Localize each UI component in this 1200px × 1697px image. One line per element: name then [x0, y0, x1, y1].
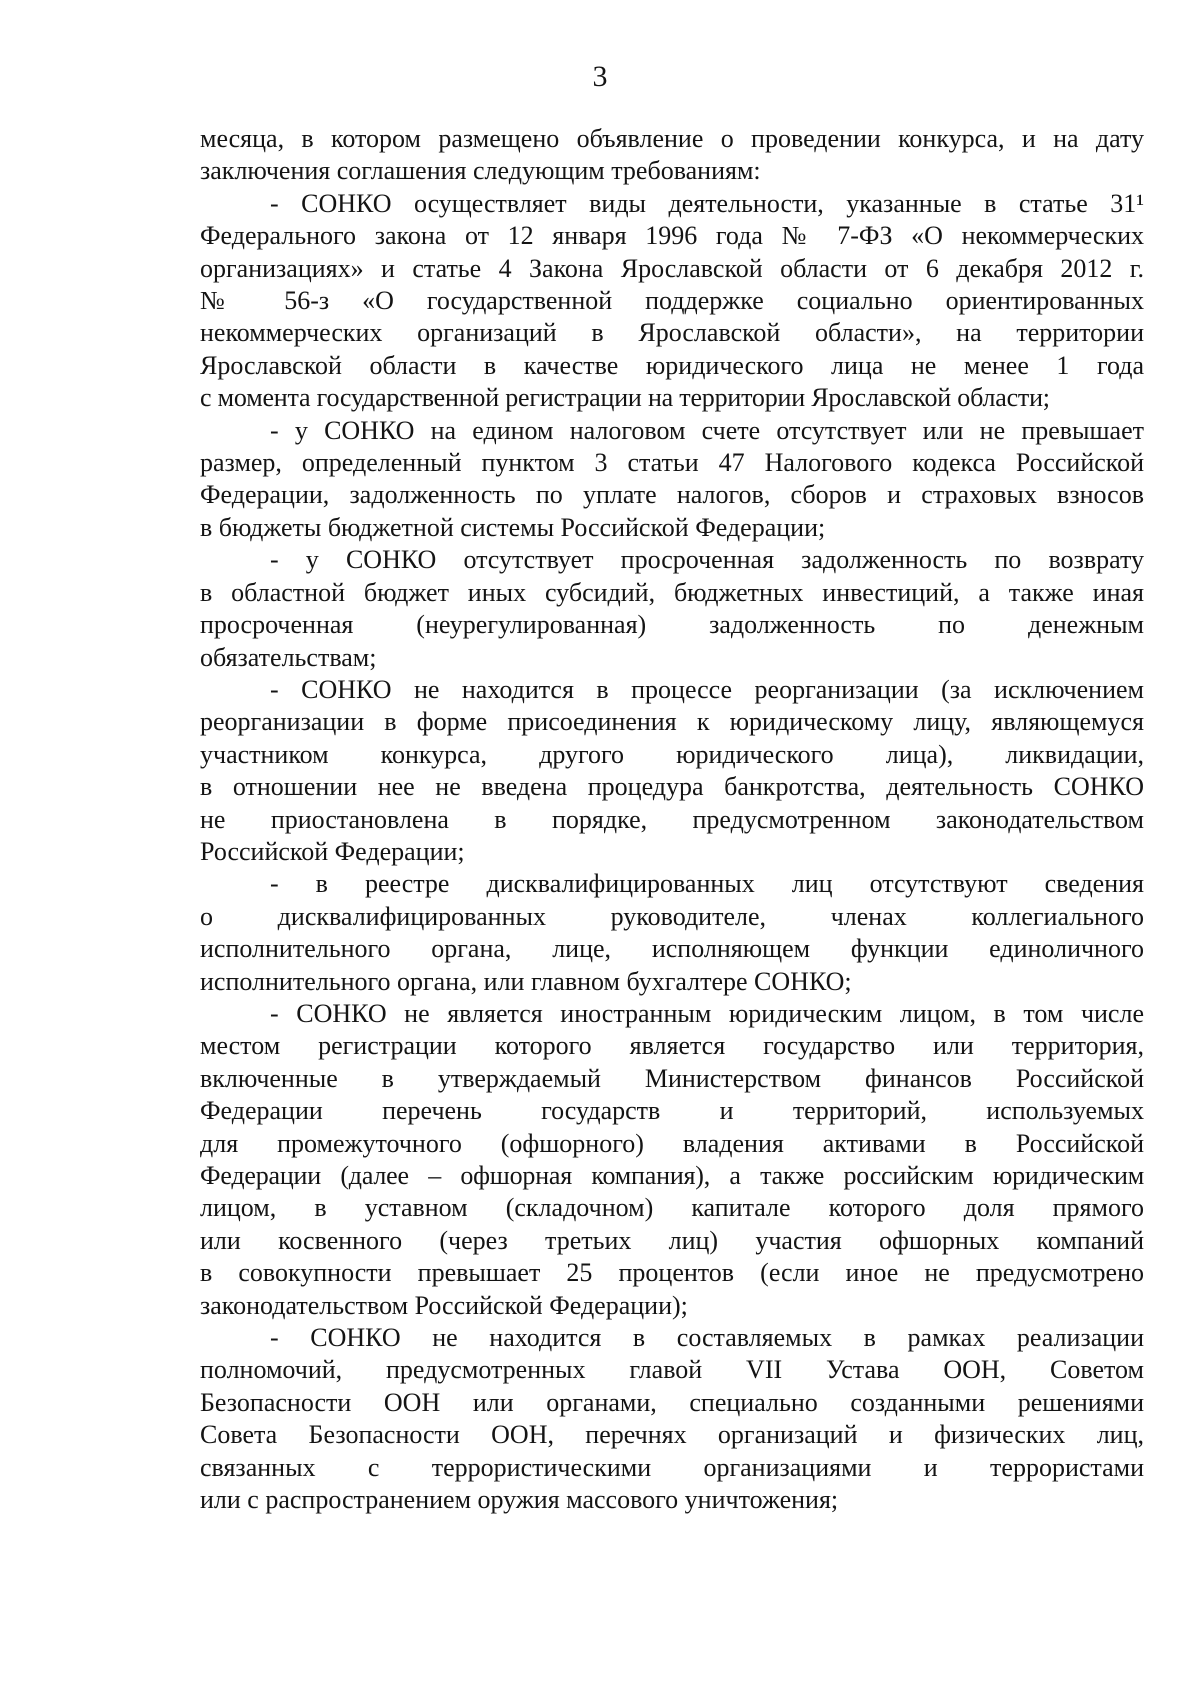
- text-line: - СОНКО не находится в процессе реорганизации (за исключением: [270, 674, 1144, 704]
- text-line: лицом, в уставном (складочном) капитале которого доля прямого: [200, 1193, 1144, 1223]
- text-line: с момента государственной регистрации на территории Ярославской области;: [200, 383, 1050, 413]
- text-line: месяца, в котором размещено объявление о проведении конкурса, и на дату: [200, 124, 1144, 153]
- document-body: [200, 123, 1144, 1516]
- paragraph-requirement-overdue-debt: [200, 544, 1144, 674]
- text-line: не приостановлена в порядке, предусмотренном законодательством: [200, 804, 1144, 834]
- paragraph-requirement-tax-debt: [200, 415, 1144, 545]
- text-line: - СОНКО не является иностранным юридическим лицом, в том числе: [270, 998, 1144, 1028]
- text-line: включенные в утверждаемый Министерством финансов Российской: [200, 1063, 1144, 1093]
- text-line: для промежуточного (офшорного) владения активами в Российской: [200, 1128, 1144, 1158]
- text-line: законодательством Российской Федерации);: [200, 1290, 688, 1320]
- text-line: - СОНКО осуществляет виды деятельности, указанные в статье 31¹: [270, 188, 1144, 218]
- paragraph-continuation: [200, 123, 1144, 188]
- text-line: Федерации перечень государств и территорий, используемых: [200, 1096, 1144, 1126]
- paragraph-requirement-activity: [200, 188, 1144, 415]
- text-line: Федерального закона от 12 января 1996 года № 7-ФЗ «О некоммерческих: [200, 221, 1144, 251]
- paragraph-requirement-reorganization: [200, 674, 1144, 868]
- text-line: исполнительного органа, или главном бухгалтере СОНКО;: [200, 966, 852, 996]
- text-line: исполнительного органа, лице, исполняющем функции единоличного: [200, 934, 1144, 964]
- text-line: - СОНКО не находится в составляемых в рамках реализации: [270, 1323, 1144, 1353]
- text-line: организациях» и статье 4 Закона Ярославской области от 6 декабря 2012 г.: [200, 253, 1144, 283]
- text-line: реорганизации в форме присоединения к юридическому лицу, являющемуся: [200, 707, 1144, 737]
- text-line: - в реестре дисквалифицированных лиц отсутствуют сведения: [270, 869, 1144, 899]
- text-line: полномочий, предусмотренных главой VII Устава ООН, Советом: [200, 1355, 1144, 1385]
- text-line: заключения соглашения следующим требованиям:: [200, 156, 761, 186]
- text-line: размер, определенный пунктом 3 статьи 47 Налогового кодекса Российской: [200, 448, 1144, 478]
- text-line: связанных с террористическими организациями и террористами: [200, 1452, 1144, 1482]
- text-line: о дисквалифицированных руководителе, членах коллегиального: [200, 901, 1144, 931]
- text-line: или с распространением оружия массового уничтожения;: [200, 1485, 839, 1515]
- text-line: обязательствам;: [200, 642, 377, 672]
- text-line: в совокупности превышает 25 процентов (если иное не предусмотрено: [200, 1258, 1144, 1288]
- text-line: № 56-з «О государственной поддержке социально ориентированных: [200, 286, 1144, 316]
- paragraph-requirement-un-sanctions: [200, 1322, 1144, 1516]
- text-line: Совета Безопасности ООН, перечнях организаций и физических лиц,: [200, 1420, 1144, 1450]
- text-line: Российской Федерации;: [200, 836, 465, 866]
- text-line: Федерации (далее – офшорная компания), а также российским юридическим: [200, 1161, 1144, 1190]
- text-line: Ярославской области в качестве юридического лица не менее 1 года: [200, 350, 1144, 380]
- page-number: 3: [592, 60, 608, 93]
- text-line: - у СОНКО отсутствует просроченная задолженность по возврату: [270, 545, 1144, 575]
- text-line: Безопасности ООН или органами, специально созданными решениями: [200, 1387, 1144, 1417]
- text-line: некоммерческих организаций в Ярославской области», на территории: [200, 318, 1144, 348]
- text-line: в отношении нее не введена процедура банкротства, деятельность СОНКО: [200, 772, 1144, 802]
- paragraph-requirement-offshore: [200, 998, 1144, 1322]
- text-line: просроченная (неурегулированная) задолженность по денежным: [200, 610, 1144, 640]
- paragraph-requirement-disqualified: [200, 868, 1144, 998]
- text-line: Федерации, задолженность по уплате налогов, сборов и страховых взносов: [200, 480, 1144, 510]
- text-line: местом регистрации которого является государство или территория,: [200, 1031, 1144, 1061]
- text-line: участником конкурса, другого юридического лица), ликвидации,: [200, 739, 1144, 769]
- text-line: в бюджеты бюджетной системы Российской Федерации;: [200, 512, 826, 542]
- text-line: или косвенного (через третьих лиц) участия офшорных компаний: [200, 1225, 1144, 1255]
- text-line: в областной бюджет иных субсидий, бюджетных инвестиций, а также иная: [200, 577, 1144, 607]
- text-line: - у СОНКО на едином налоговом счете отсутствует или не превышает: [270, 415, 1144, 445]
